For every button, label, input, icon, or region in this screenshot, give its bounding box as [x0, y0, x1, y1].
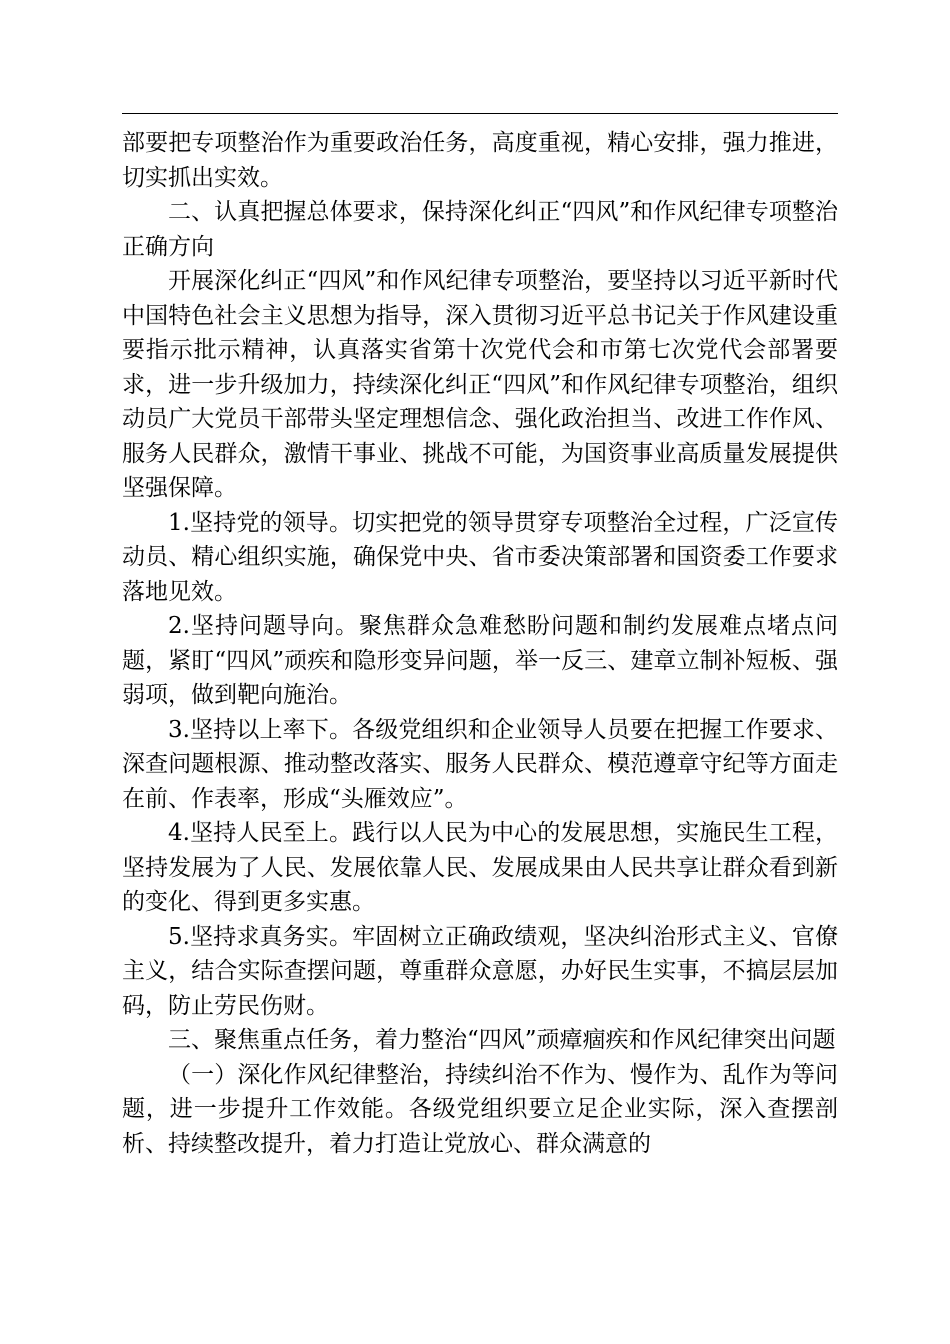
list-item-3: 3.坚持以上率下。各级党组织和企业领导人员要在把握工作要求、深查问题根源、推动整改落实、服务人民群众、模范遵章守纪等方面走在前、作表率，形成“头雁效应”。 [122, 716, 838, 812]
header-rule [122, 113, 838, 114]
section-heading-3: 三、聚焦重点任务，着力整治“四风”顽瘴痼疾和作风纪律突出问题 [168, 1027, 836, 1053]
subsection-1: （一）深化作风纪律整治，持续纠治不作为、慢作为、乱作为等问题，进一步提升工作效能。各级党组织要立足企业实际，深入查摆剖析、持续整改提升，着力打造让党放心、群众满意的 [122, 1061, 838, 1157]
paragraph-continuation: 部要把专项整治作为重要政治任务，高度重视，精心安排，强力推进，切实抓出实效。 [122, 130, 838, 191]
list-item-2: 2.坚持问题导向。聚焦群众急难愁盼问题和制约发展难点堵点问题，紧盯“四风”顽疾和隐形变异问题，举一反三、建章立制补短板、强弱项，做到靶向施治。 [122, 613, 838, 708]
list-item-4: 4.坚持人民至上。践行以人民为中心的发展思想，实施民生工程，坚持发展为了人民、发展依靠人民、发展成果由人民共享让群众看到新的变化、得到更多实惠。 [122, 820, 838, 915]
paragraph-overview: 开展深化纠正“四风”和作风纪律专项整治，要坚持以习近平新时代中国特色社会主义思想为指导，深入贯彻习近平总书记关于作风建设重要指示批示精神，认真落实省第十次党代会和市第七次党代会部署要求，进一步升级加力，持续深化纠正“四风”和作风纪律专项整治，组织动员广大党员干部带头坚定理想信念、强化政治担当、改进工作作风、服务人民群众，激情干事业、挑战不可能，为国资事业高质量发展提供坚强保障。 [122, 268, 838, 501]
list-item-5: 5.坚持求真务实。牢固树立正确政绩观，坚决纠治形式主义、官僚主义，结合实际查摆问题，尊重群众意愿，办好民生实事，不搞层层加码，防止劳民伤财。 [122, 923, 838, 1019]
document-body [122, 126, 838, 1161]
section-heading-2: 二、认真把握总体要求，保持深化纠正“四风”和作风纪律专项整治正确方向 [122, 199, 838, 260]
list-item-1: 1.坚持党的领导。切实把党的领导贯穿专项整治全过程，广泛宣传动员、精心组织实施，确保党中央、省市委决策部署和国资委工作要求落地见效。 [122, 509, 838, 605]
